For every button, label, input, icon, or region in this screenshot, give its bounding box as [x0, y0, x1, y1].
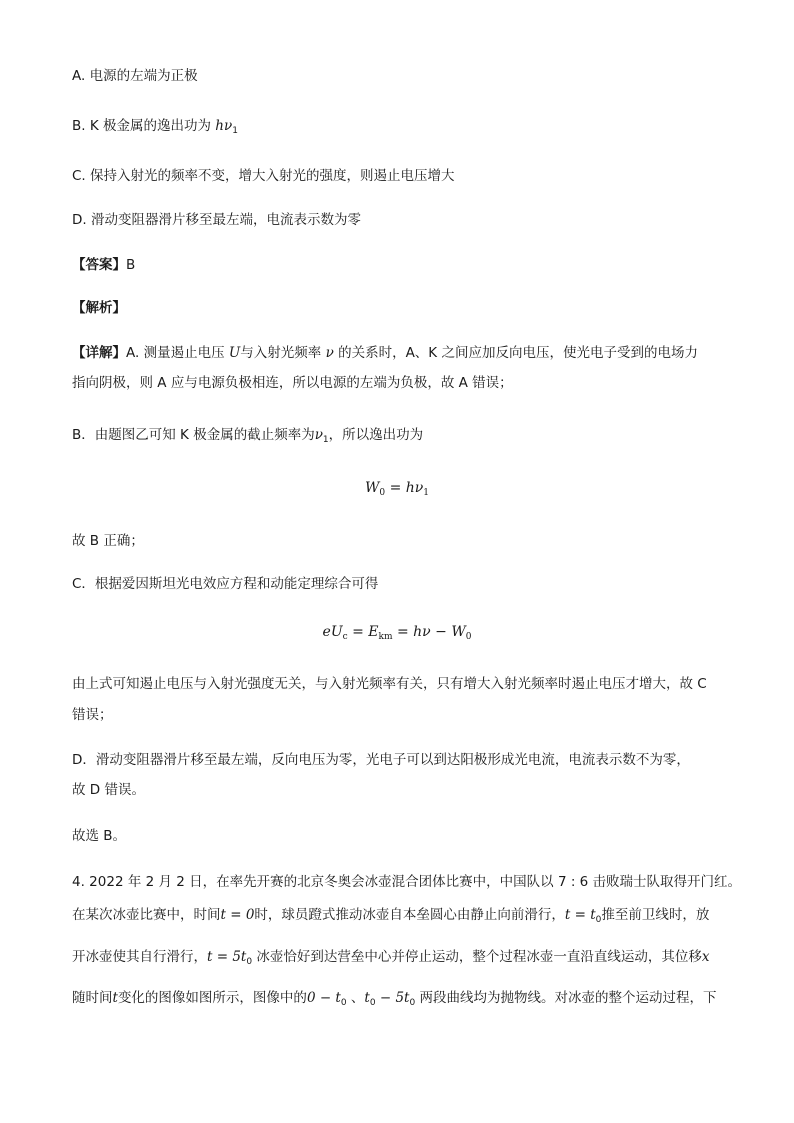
detail-choice-text: 故选 B。: [72, 828, 127, 844]
detail-l1-v: ν: [325, 345, 334, 361]
question-4-line-2: [72, 905, 709, 930]
q4-l3-x: x: [701, 949, 710, 965]
q4-l4-r2: t: [364, 990, 370, 1006]
formula2-e: eU: [322, 624, 343, 640]
question-4-line-4: [72, 988, 717, 1013]
q4-l4-sep: 、: [346, 990, 365, 1006]
q4-l2-t2: t = t: [564, 907, 596, 923]
formula2-c-sub: c: [342, 632, 348, 642]
q4-l3-a: 开冰壶使其自行滑行，: [72, 949, 207, 965]
detail-line-1: [72, 343, 698, 363]
detail-c-conc1: 由上式可知遏止电压与入射光强度无关，与入射光频率有关，只有增大入射光频率时遏止电压才增大，故 C: [72, 676, 707, 692]
option-d-text: D. 滑动变阻器滑片移至最左端，电流表示数为零: [72, 212, 361, 228]
detail-b-v: ν: [314, 427, 323, 443]
detail-label: 【详解】: [72, 345, 126, 361]
option-d: [72, 210, 361, 230]
detail-c-conc2: 错误；: [72, 707, 113, 723]
detail-b-sub: 1: [322, 435, 329, 445]
q4-l2-b: 时，球员蹬式推动冰壶自本垒圆心由静止向前滑行，: [254, 907, 565, 923]
formula1-w-sub: 0: [379, 488, 386, 498]
detail-c-conclusion-1: [72, 674, 707, 694]
q4-l4-c: 两段曲线均为抛物线。对冰壶的整个运动过程，下: [415, 990, 717, 1006]
q4-l4-b: 变化的图像如图所示，图像中的: [117, 990, 307, 1006]
detail-d-l2: 故 D 错误。: [72, 782, 145, 798]
detail-c-line: [72, 574, 378, 594]
detail-c-conclusion-2: [72, 705, 113, 725]
option-c-text: C. 保持入射光的频率不变，增大入射光的强度，则遏止电压增大: [72, 168, 455, 184]
q4-l2-a: 在某次冰壶比赛中，时间: [72, 907, 221, 923]
q4-l2-c: 推至前卫线时，放: [601, 907, 710, 923]
q4-l4-r2-sub: 0: [369, 998, 376, 1008]
formula2-w-sub: 0: [465, 632, 472, 642]
formula2-eq: = E: [352, 624, 379, 640]
option-b-text: B. K 极金属的逸出功为: [72, 118, 216, 134]
answer-label: 【答案】: [72, 257, 126, 273]
detail-d-line-1: [72, 750, 690, 770]
q4-l2-t: t = 0: [220, 907, 255, 923]
analysis-label: 【解析】: [72, 300, 126, 316]
detail-choice: [72, 826, 126, 846]
q4-l4-r2b: − 5t: [375, 990, 410, 1006]
detail-l1-b: 与入射光频率: [240, 345, 326, 361]
q4-l3-b: 冰壶恰好到达营垒中心并停止运动，整个过程冰壶一直沿直线运动，其位移: [252, 949, 702, 965]
option-c: [72, 166, 455, 186]
detail-b-conclusion-text: 故 B 正确；: [72, 533, 144, 549]
option-b: [72, 116, 238, 141]
q4-l4-r1-sub: 0: [340, 998, 347, 1008]
formula1-rhs-sub: 1: [423, 488, 430, 498]
analysis-row: [72, 298, 126, 318]
detail-l1-a: A. 测量遏止电压: [126, 345, 229, 361]
q4-l1: 4. 2022 年 2 月 2 日，在率先开赛的北京冬奥会冰壶混合团体比赛中，中国队以 7 : 6 击败瑞士队取得开门红。: [72, 874, 742, 890]
detail-l2: 指向阴极，则 A 应与电源负极相连，所以电源的左端为负极，故 A 错误；: [72, 375, 513, 391]
detail-l1-c: 的关系时，A、K 之间应加反向电压，使光电子受到的电场力: [333, 345, 698, 361]
detail-line-2: [72, 373, 513, 393]
option-a: [72, 66, 198, 86]
question-4-line-1: [72, 872, 741, 892]
q4-l4-r1: 0 − t: [306, 990, 341, 1006]
detail-b-conclusion: [72, 531, 144, 551]
formula1-w: W: [364, 480, 380, 496]
option-b-formula: hν: [215, 118, 233, 134]
detail-d-line-2: [72, 780, 145, 800]
detail-c-text: C．根据爱因斯坦光电效应方程和动能定理综合可得: [72, 576, 379, 592]
formula2-km-sub: km: [378, 632, 393, 642]
detail-b-tail: ，所以逸出功为: [328, 427, 424, 443]
answer-value: B: [126, 257, 136, 273]
option-b-subscript: 1: [232, 126, 238, 136]
q4-l4-t: t: [112, 990, 118, 1006]
q4-l4-r2b-sub: 0: [409, 998, 416, 1008]
formula1-rhs: = hν: [389, 480, 424, 496]
formula2-rhs: = hν − W: [396, 624, 466, 640]
detail-l1-U: U: [228, 345, 241, 361]
formula-photoelectric: [0, 624, 794, 642]
answer-row: [72, 255, 135, 275]
formula-work-function: [0, 480, 794, 498]
detail-b-line: [72, 425, 423, 450]
q4-l3-t-sub: 0: [246, 957, 253, 967]
question-4-line-3: [72, 947, 710, 972]
q4-l3-t: t = 5t: [207, 949, 247, 965]
q4-l4-a: 随时间: [72, 990, 113, 1006]
detail-d-l1: D．滑动变阻器滑片移至最左端，反向电压为零，光电子可以到达阳极形成光电流，电流表示数不为零，: [72, 752, 690, 768]
detail-b-text: B．由题图乙可知 K 极金属的截止频率为: [72, 427, 315, 443]
option-a-text: A. 电源的左端为正极: [72, 68, 198, 84]
q4-l2-t2-sub: 0: [595, 915, 602, 925]
